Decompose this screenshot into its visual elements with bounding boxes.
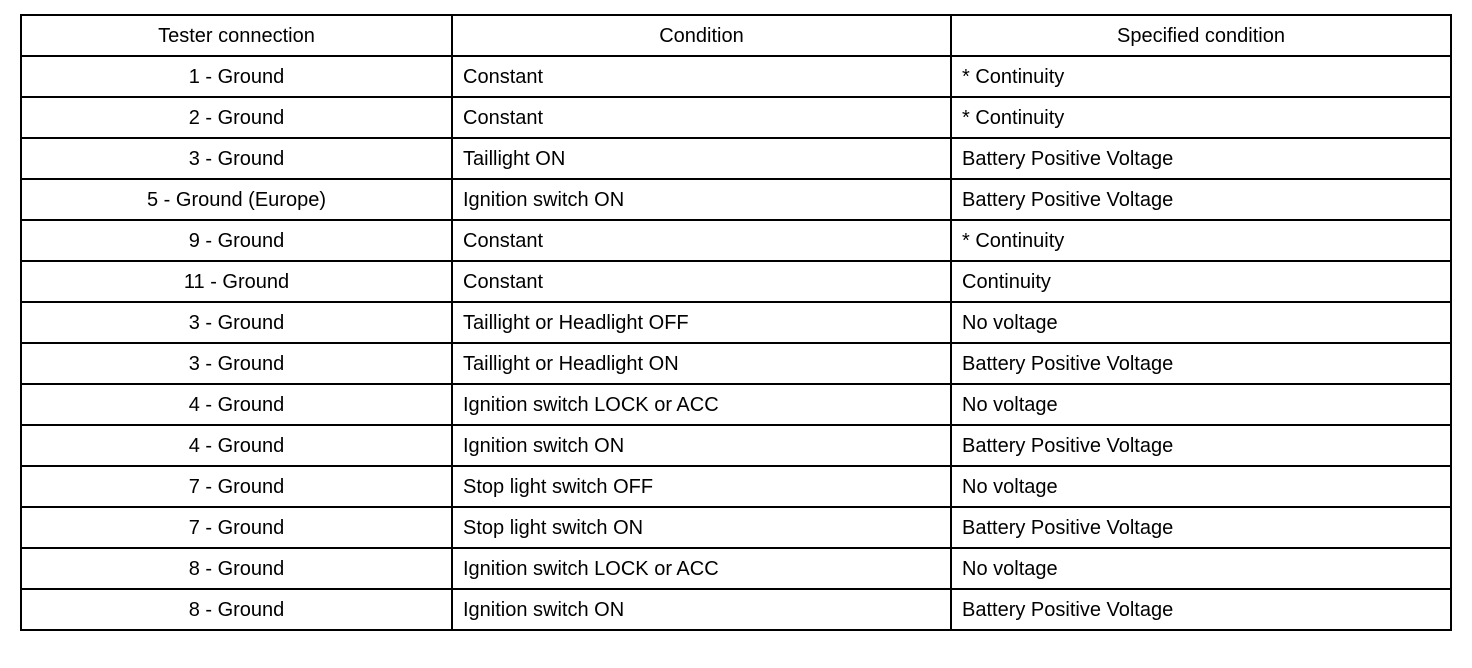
table-row <box>21 343 1451 384</box>
specified-condition-cell: Battery Positive Voltage <box>951 179 1451 220</box>
specified-condition-cell: Continuity <box>951 261 1451 302</box>
specified-condition-cell: Battery Positive Voltage <box>951 589 1451 630</box>
condition-cell: Stop light switch OFF <box>452 466 951 507</box>
specified-condition-cell: No voltage <box>951 548 1451 589</box>
specified-condition-cell: Battery Positive Voltage <box>951 343 1451 384</box>
table-row <box>21 425 1451 466</box>
table-row <box>21 507 1451 548</box>
table-row <box>21 589 1451 630</box>
condition-cell: Taillight ON <box>452 138 951 179</box>
table-header-row <box>21 15 1451 56</box>
table-row <box>21 179 1451 220</box>
specified-condition-cell: Battery Positive Voltage <box>951 138 1451 179</box>
tester-connection-cell: 3 - Ground <box>21 302 452 343</box>
table-row <box>21 384 1451 425</box>
tester-connection-cell: 2 - Ground <box>21 97 452 138</box>
condition-cell: Constant <box>452 220 951 261</box>
tester-connection-cell: 4 - Ground <box>21 384 452 425</box>
condition-cell: Constant <box>452 56 951 97</box>
tester-connection-table <box>20 14 1452 631</box>
specified-condition-cell: * Continuity <box>951 97 1451 138</box>
specified-condition-cell: Battery Positive Voltage <box>951 425 1451 466</box>
tester-connection-cell: 7 - Ground <box>21 466 452 507</box>
condition-cell: Taillight or Headlight OFF <box>452 302 951 343</box>
condition-cell: Ignition switch ON <box>452 425 951 466</box>
tester-connection-cell: 7 - Ground <box>21 507 452 548</box>
condition-cell: Ignition switch ON <box>452 179 951 220</box>
tester-connection-cell: 4 - Ground <box>21 425 452 466</box>
condition-cell: Ignition switch LOCK or ACC <box>452 548 951 589</box>
condition-cell: Ignition switch ON <box>452 589 951 630</box>
tester-connection-cell: 5 - Ground (Europe) <box>21 179 452 220</box>
table-row <box>21 138 1451 179</box>
specified-condition-cell: * Continuity <box>951 220 1451 261</box>
tester-connection-cell: 1 - Ground <box>21 56 452 97</box>
specified-condition-cell: No voltage <box>951 384 1451 425</box>
specified-condition-cell: * Continuity <box>951 56 1451 97</box>
table-row <box>21 220 1451 261</box>
tester-connection-cell: 3 - Ground <box>21 138 452 179</box>
condition-cell: Ignition switch LOCK or ACC <box>452 384 951 425</box>
specified-condition-cell: No voltage <box>951 466 1451 507</box>
specified-condition-cell: Battery Positive Voltage <box>951 507 1451 548</box>
table-row <box>21 548 1451 589</box>
table-row <box>21 56 1451 97</box>
specified-condition-cell: No voltage <box>951 302 1451 343</box>
table-row <box>21 97 1451 138</box>
table-row <box>21 302 1451 343</box>
tester-connection-cell: 8 - Ground <box>21 548 452 589</box>
header-tester-connection: Tester connection <box>21 15 452 56</box>
tester-connection-cell: 9 - Ground <box>21 220 452 261</box>
condition-cell: Taillight or Headlight ON <box>452 343 951 384</box>
tester-connection-cell: 3 - Ground <box>21 343 452 384</box>
condition-cell: Stop light switch ON <box>452 507 951 548</box>
table-row <box>21 466 1451 507</box>
table-row <box>21 261 1451 302</box>
condition-cell: Constant <box>452 261 951 302</box>
condition-cell: Constant <box>452 97 951 138</box>
tester-connection-cell: 11 - Ground <box>21 261 452 302</box>
header-condition: Condition <box>452 15 951 56</box>
header-specified-condition: Specified condition <box>951 15 1451 56</box>
tester-connection-cell: 8 - Ground <box>21 589 452 630</box>
